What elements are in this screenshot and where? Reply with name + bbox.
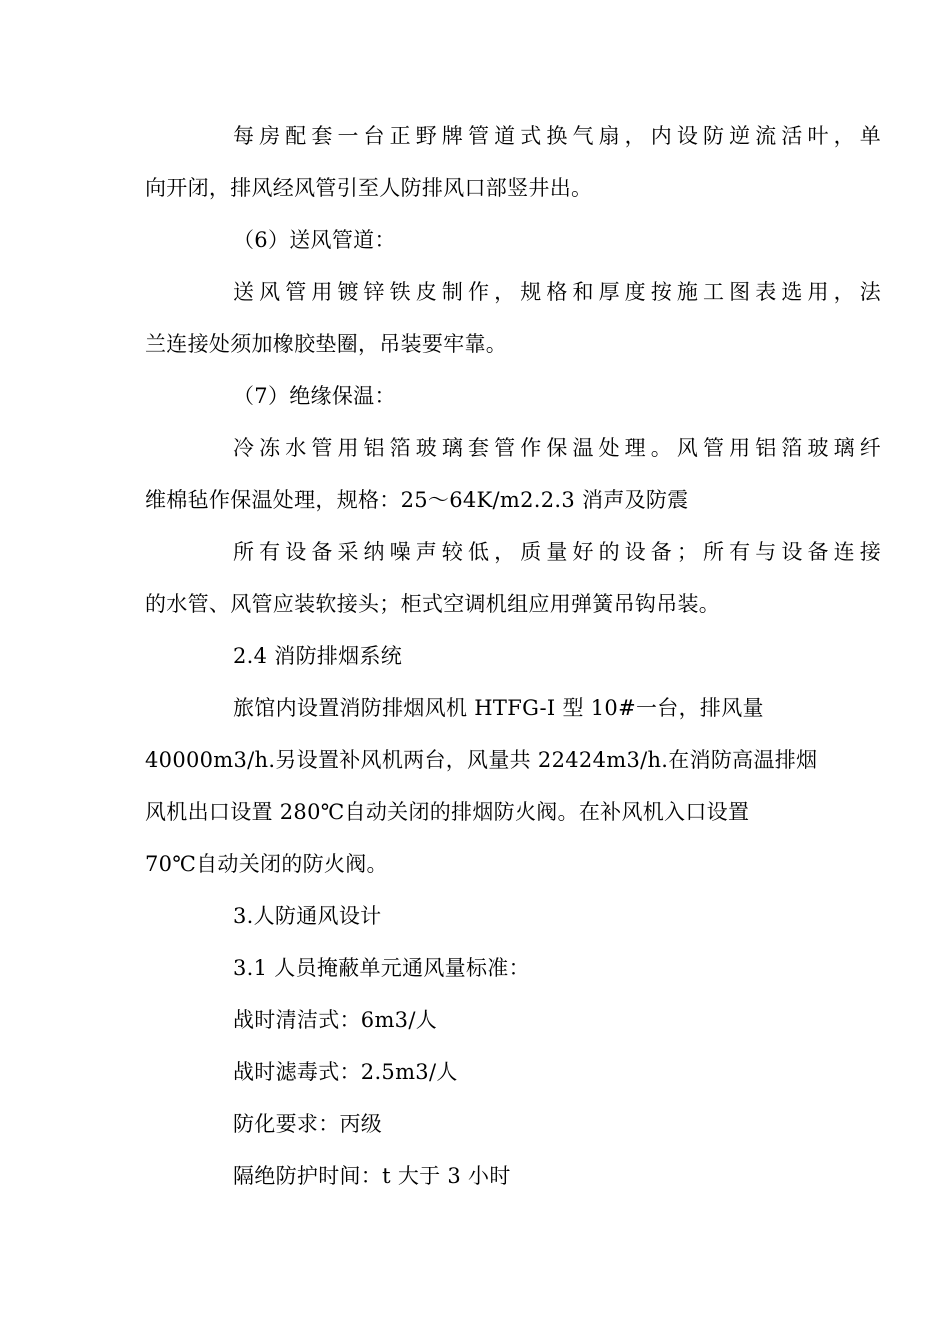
paragraph-line: 每房配套一台正野牌管道式换气扇，内设防逆流活叶，单 [233, 124, 881, 148]
paragraph-line: 的水管、风管应装软接头；柜式空调机组应用弹簧吊钩吊装。 [145, 592, 721, 616]
list-item: 战时滤毒式：2.5m3/人 [233, 1060, 458, 1084]
paragraph-line: 70℃自动关闭的防火阀。 [145, 852, 388, 876]
list-item: 隔绝防护时间：t 大于 3 小时 [233, 1164, 511, 1188]
list-item: 防化要求：丙级 [233, 1112, 383, 1136]
section-heading: （6）送风管道： [233, 228, 396, 252]
list-item: 战时清洁式：6m3/人 [233, 1008, 438, 1032]
paragraph-line: 40000m3/h.另设置补风机两台，风量共 22424m3/h.在消防高温排烟 [145, 748, 818, 772]
section-heading: 3.人防通风设计 [233, 904, 382, 928]
paragraph-line: 送风管用镀锌铁皮制作，规格和厚度按施工图表选用，法 [233, 280, 881, 304]
paragraph-line: 维棉毡作保温处理，规格：25～64K/m2.2.3 消声及防震 [145, 488, 689, 512]
paragraph-line: 旅馆内设置消防排烟风机 HTFG-I 型 10#一台，排风量 [233, 696, 764, 720]
paragraph-line: 冷冻水管用铝箔玻璃套管作保温处理。风管用铝箔玻璃纤 [233, 436, 881, 460]
section-heading: 2.4 消防排烟系统 [233, 644, 403, 668]
section-heading: （7）绝缘保温： [233, 384, 396, 408]
document-body [145, 110, 881, 1202]
paragraph-line: 所有设备采纳噪声较低，质量好的设备；所有与设备连接 [233, 540, 881, 564]
paragraph-line: 向开闭，排风经风管引至人防排风口部竖井出。 [145, 176, 593, 200]
paragraph-line: 兰连接处须加橡胶垫圈，吊装要牢靠。 [145, 332, 508, 356]
section-heading: 3.1 人员掩蔽单元通风量标准： [233, 956, 530, 980]
paragraph-line: 风机出口设置 280℃自动关闭的排烟防火阀。在补风机入口设置 [145, 800, 750, 824]
